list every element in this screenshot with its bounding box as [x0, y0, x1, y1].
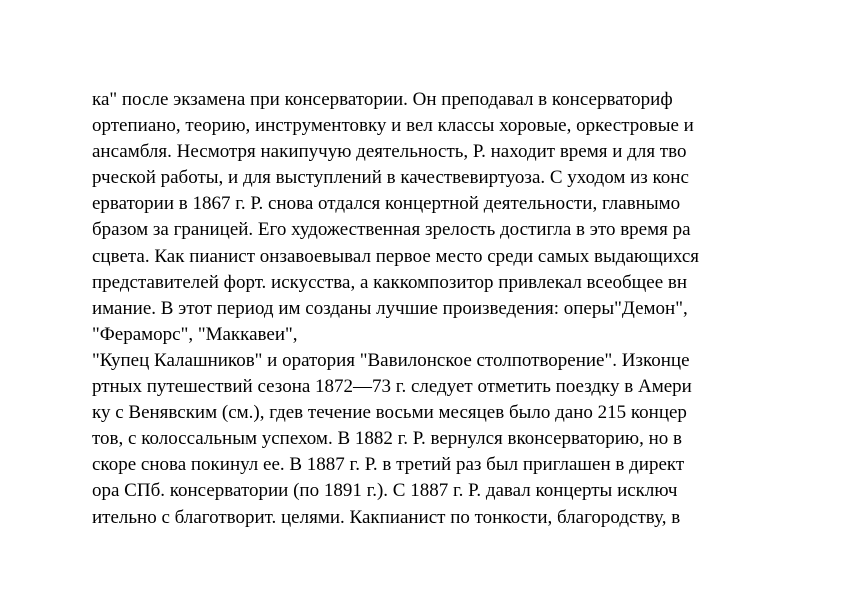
body-text	[92, 87, 812, 531]
text-line: ерватории в 1867 г. Р. снова отдался концертной деятельности, главнымо	[92, 193, 681, 215]
text-line: ортепиано, теорию, инструментовку и вел классы хоровые, оркестровые и	[92, 115, 694, 137]
text-line: "Купец Калашников" и оратория "Вавилонское столпотворение". Изконце	[92, 349, 690, 371]
text-line: ртных путешествий сезона 1872—73 г. следует отметить поездку в Амери	[92, 376, 692, 398]
text-line: представителей форт. искусства, а каккомпозитор привлекал всеобщее вн	[92, 271, 688, 293]
text-line: ансамбля. Несмотря накипучую деятельность, Р. находит время и для тво	[92, 141, 687, 163]
text-line: тов, с колоссальным успехом. В 1882 г. Р. вернулся вконсерваторию, но в	[92, 428, 682, 450]
text-line: имание. В этот период им созданы лучшие произведения: оперы"Демон",	[92, 297, 688, 319]
text-line: "Фераморс", "Маккавеи",	[92, 323, 298, 345]
text-line: бразом за границей. Его художественная зрелость достигла в это время ра	[92, 219, 691, 241]
text-line: ка" после экзамена при консерватории. Он преподавал в консерваториф	[92, 89, 673, 110]
text-line: скоре снова покинул ее. В 1887 г. Р. в третий раз был приглашен в директ	[92, 454, 685, 476]
text-line: рческой работы, и для выступлений в качествевиртуоза. С уходом из конс	[92, 167, 689, 189]
text-line: сцвета. Как пианист онзавоевывал первое место среди самых выдающихся	[92, 245, 700, 267]
text-line: ора СПб. консерватории (по 1891 г.). С 1887 г. Р. давал концерты исключ	[92, 480, 678, 502]
text-line: ительно с благотворит. целями. Какпианист по тонкости, благородству, в	[92, 506, 681, 528]
text-line: ку с Венявским (см.), гдев течение восьми месяцев было дано 215 концер	[92, 402, 687, 424]
